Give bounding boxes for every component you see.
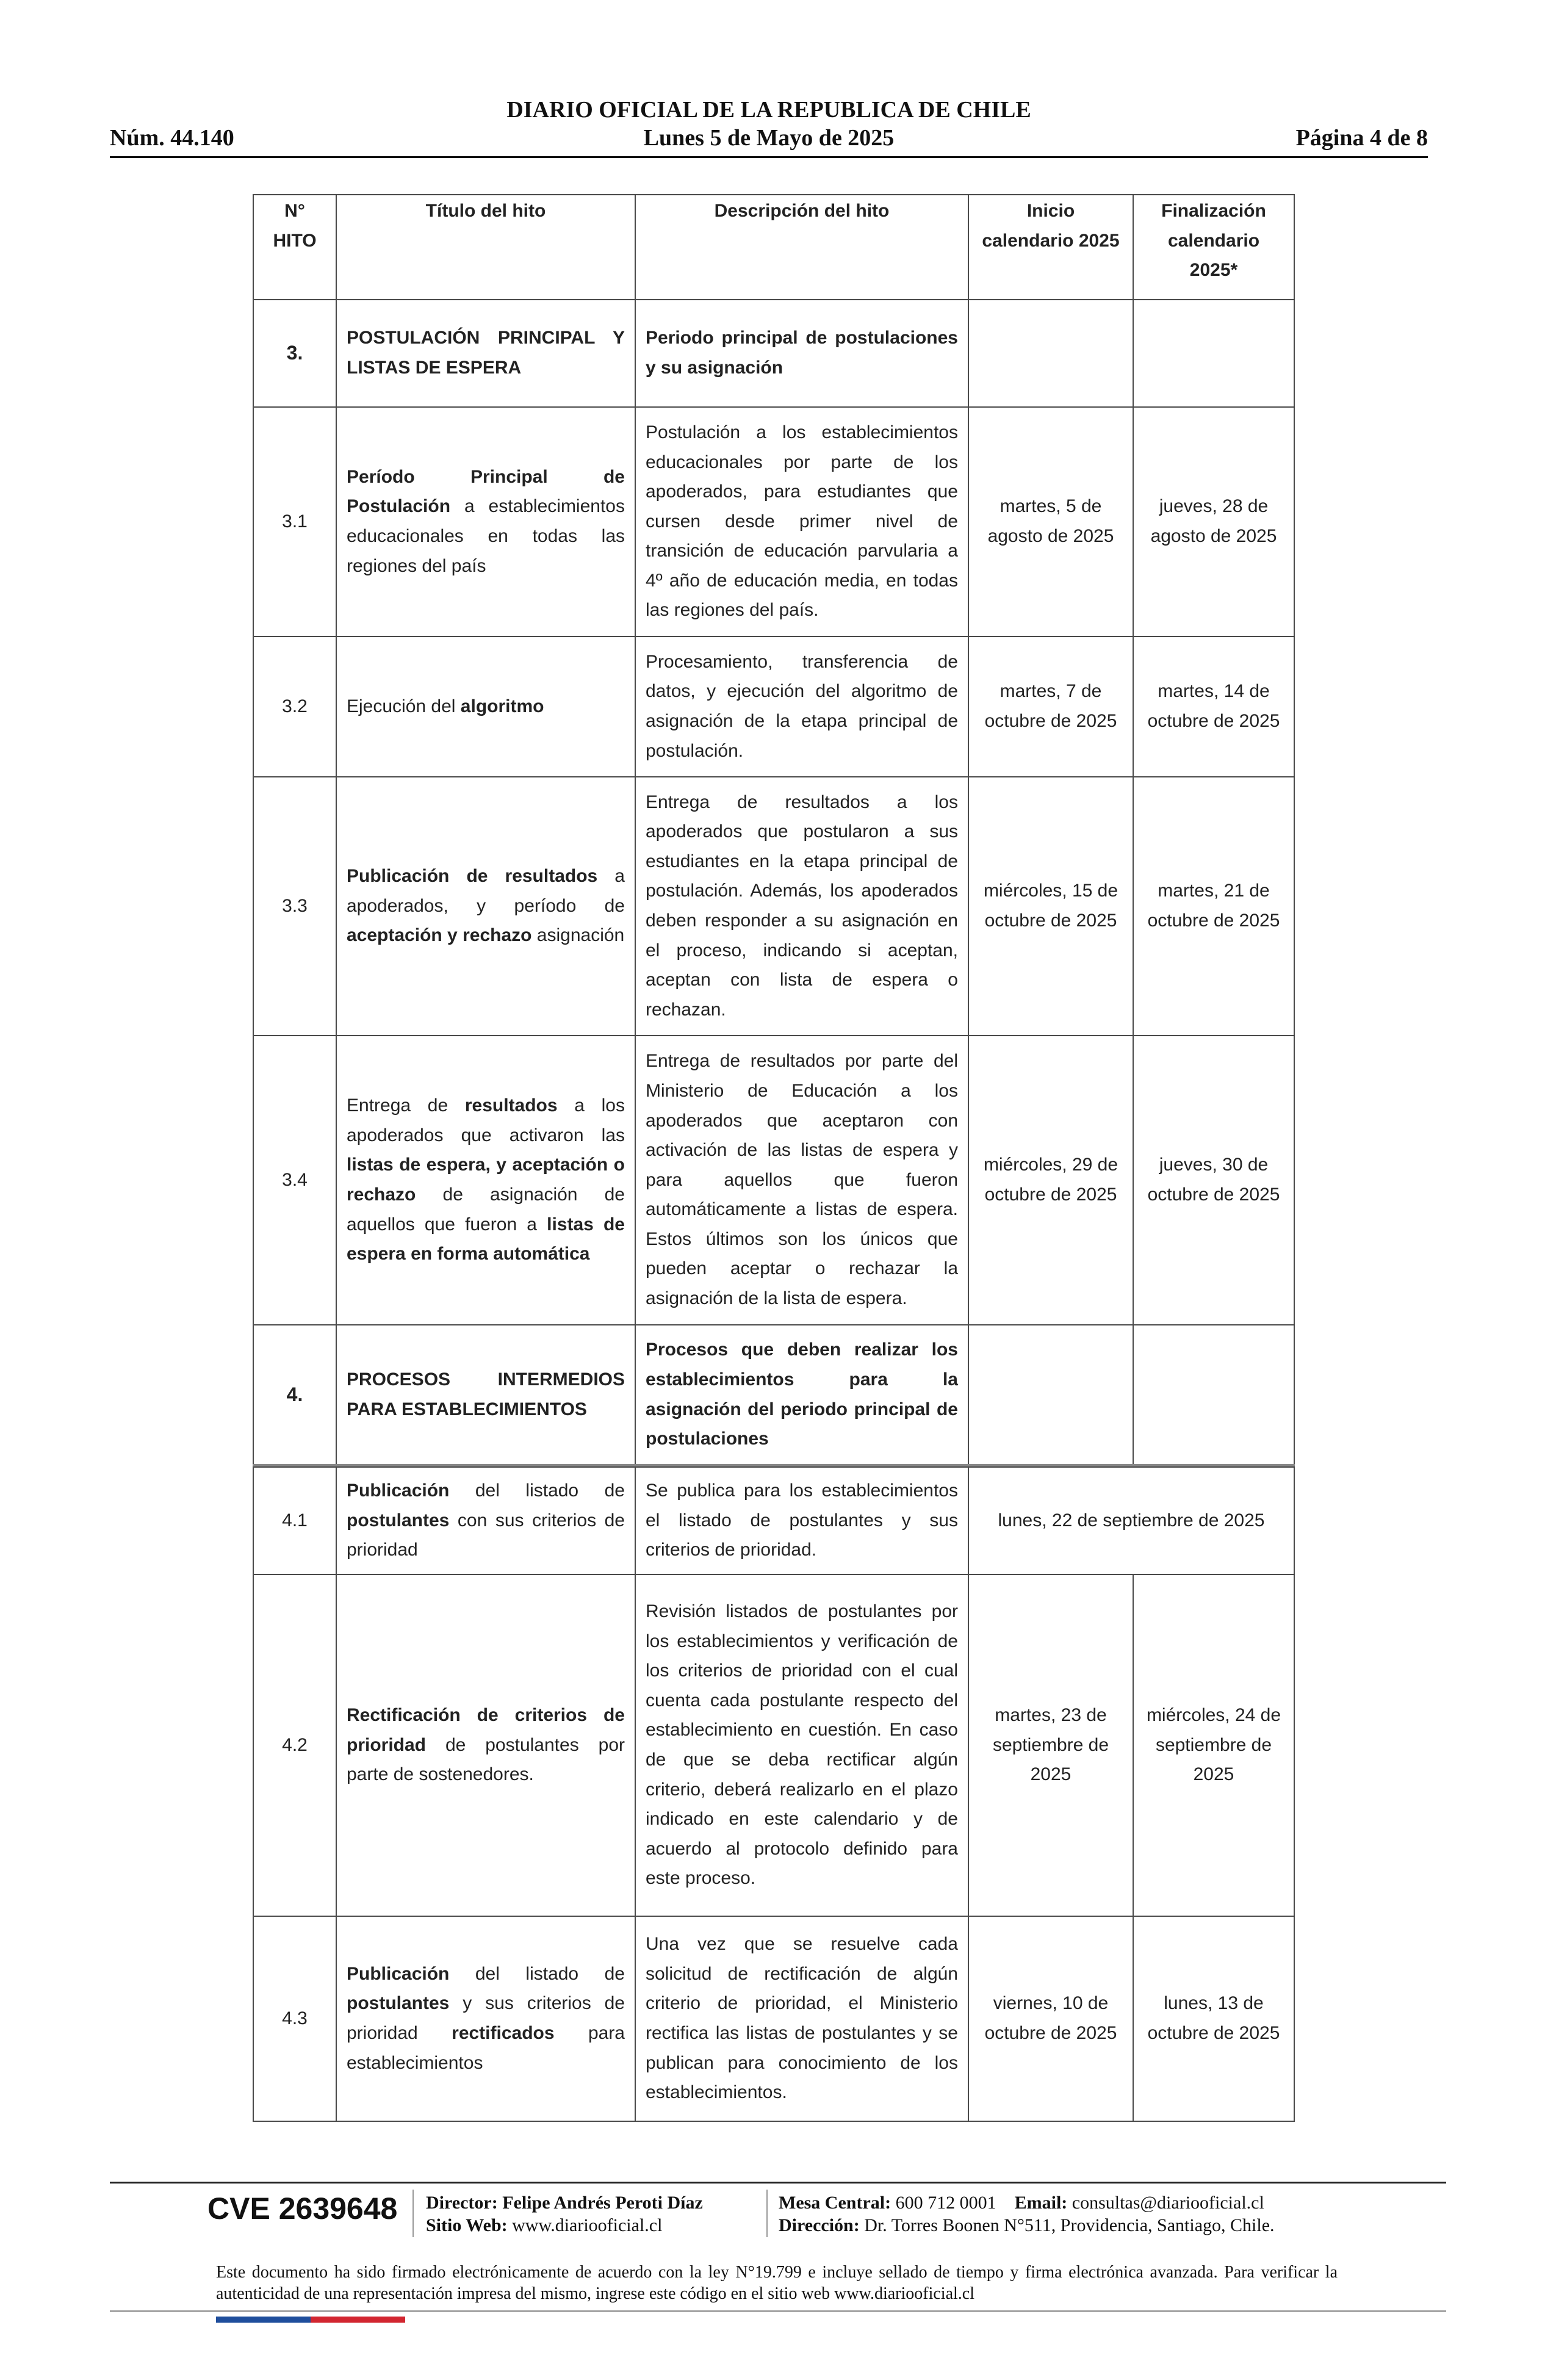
row-start bbox=[968, 1325, 1133, 1465]
publication-title: DIARIO OFICIAL DE LA REPUBLICA DE CHILE bbox=[506, 97, 1031, 123]
footer-director-block bbox=[426, 2192, 703, 2237]
row-start: miércoles, 15 de octubre de 2025 bbox=[968, 777, 1133, 1036]
milestones-table bbox=[253, 194, 1295, 2122]
row-num: 3.2 bbox=[253, 636, 336, 777]
row-title bbox=[336, 1467, 635, 1574]
footer-contact-block bbox=[779, 2192, 1275, 2237]
title-text: a los apoderados que activaron las bbox=[347, 1095, 625, 1145]
row-start: martes, 23 de septiembre de 2025 bbox=[968, 1574, 1133, 1916]
row-end: miércoles, 24 de septiembre de 2025 bbox=[1133, 1574, 1294, 1916]
table-row bbox=[253, 1574, 1294, 1916]
row-description: Procesos que deben realizar los establecimientos para la asignación del periodo principal de postulaciones bbox=[635, 1325, 968, 1465]
title-bold: Publicación bbox=[347, 1480, 450, 1501]
row-date-merged: lunes, 22 de septiembre de 2025 bbox=[968, 1467, 1294, 1574]
row-end: jueves, 30 de octubre de 2025 bbox=[1133, 1036, 1294, 1325]
row-start bbox=[968, 300, 1133, 407]
flag-blue-segment bbox=[216, 2317, 311, 2323]
footer-bottom-divider bbox=[110, 2310, 1446, 2312]
table-row bbox=[253, 636, 1294, 777]
row-end bbox=[1133, 300, 1294, 407]
title-text: del listado de bbox=[449, 1963, 625, 1984]
row-num: 4.2 bbox=[253, 1574, 336, 1916]
row-description: Postulación a los establecimientos educacionales por parte de los apoderados, para estudiantes que cursen desde primer nivel de transición de educación parvularia a 4º año de educación media, en todas las regiones del país. bbox=[635, 407, 968, 636]
row-end: jueves, 28 de agosto de 2025 bbox=[1133, 407, 1294, 636]
director-label: Director: bbox=[426, 2193, 498, 2213]
flag-red-segment bbox=[311, 2317, 405, 2323]
row-title bbox=[336, 636, 635, 777]
header-title: Título del hito bbox=[336, 195, 635, 300]
issue-date: Lunes 5 de Mayo de 2025 bbox=[643, 125, 895, 151]
address-text: Dr. Torres Boonen N°511, Providencia, Santiago, Chile. bbox=[864, 2215, 1275, 2235]
row-description: Entrega de resultados por parte del Ministerio de Educación a los apoderados que aceptaron con activación de las listas de espera y para aquellos que fueron automáticamente a listas de espera. Estos últimos son los únicos que pueden aceptar o rechazar la asignación de la lista de espera. bbox=[635, 1036, 968, 1325]
title-text: y sus criterios de prioridad bbox=[347, 1993, 625, 2043]
page-number: Página 4 de 8 bbox=[1295, 125, 1428, 151]
row-description: Una vez que se resuelve cada solicitud de rectificación de algún criterio de prioridad, el Ministerio rectifica las listas de postulantes y se publican para conocimiento de los establecimientos. bbox=[635, 1916, 968, 2121]
row-description: Procesamiento, transferencia de datos, y ejecución del algoritmo de asignación de la etapa principal de postulación. bbox=[635, 636, 968, 777]
header-num: N° HITO bbox=[253, 195, 336, 300]
issue-number: Núm. 44.140 bbox=[110, 125, 234, 151]
table-row bbox=[253, 407, 1294, 636]
row-start: viernes, 10 de octubre de 2025 bbox=[968, 1916, 1133, 2121]
title-text: de asignación de aquellos que fueron a bbox=[347, 1185, 625, 1235]
row-num: 4. bbox=[253, 1325, 336, 1465]
flag-stripe bbox=[216, 2317, 405, 2323]
title-text: a apoderados, y período de bbox=[347, 866, 625, 916]
email-label: Email: bbox=[1014, 2193, 1068, 2213]
header-description: Descripción del hito bbox=[635, 195, 968, 300]
row-num: 4.3 bbox=[253, 1916, 336, 2121]
mesa-phone: 600 712 0001 bbox=[895, 2193, 996, 2213]
row-title bbox=[336, 777, 635, 1036]
row-end bbox=[1133, 1325, 1294, 1465]
row-title bbox=[336, 1916, 635, 2121]
row-description: Revisión listados de postulantes por los establecimientos y verificación de los criterios de prioridad con el cual cuenta cada postulante respecto del establecimiento en cuestión. En caso de que se deba rectificar algún criterio, deberá realizarlo en el plazo indicado en este calendario y de acuerdo al protocolo definido para este proceso. bbox=[635, 1574, 968, 1916]
title-bold: postulantes bbox=[347, 1510, 450, 1531]
table-row bbox=[253, 300, 1294, 407]
row-start: martes, 5 de agosto de 2025 bbox=[968, 407, 1133, 636]
table-row bbox=[253, 1467, 1294, 1574]
row-description: Periodo principal de postulaciones y su asignación bbox=[635, 300, 968, 407]
title-bold: resultados bbox=[464, 1095, 558, 1116]
row-end: lunes, 13 de octubre de 2025 bbox=[1133, 1916, 1294, 2121]
director-name: Felipe Andrés Peroti Díaz bbox=[502, 2193, 703, 2213]
table-row bbox=[253, 1325, 1294, 1465]
cve-code: CVE 2639648 bbox=[207, 2191, 398, 2226]
row-end: martes, 14 de octubre de 2025 bbox=[1133, 636, 1294, 777]
title-text: del listado de bbox=[449, 1480, 625, 1501]
header-divider bbox=[110, 156, 1428, 158]
row-num: 3.3 bbox=[253, 777, 336, 1036]
table-row bbox=[253, 777, 1294, 1036]
title-bold: rectificados bbox=[452, 2023, 555, 2043]
row-num: 4.1 bbox=[253, 1467, 336, 1574]
title-text: a establecimientos educacionales en todas las regiones del país bbox=[347, 496, 625, 576]
row-num: 3.1 bbox=[253, 407, 336, 636]
row-end: martes, 21 de octubre de 2025 bbox=[1133, 777, 1294, 1036]
title-bold: Publicación bbox=[347, 1963, 450, 1984]
row-description: Entrega de resultados a los apoderados que postularon a sus estudiantes en la etapa principal de postulación. Además, los apoderados deben responder a su asignación en el proceso, indicando si aceptan, aceptan con lista de espera o rechazan. bbox=[635, 777, 968, 1036]
title-bold: listas de espera en forma automática bbox=[347, 1214, 625, 1264]
title-text: Entrega de bbox=[347, 1095, 465, 1116]
title-text: para establecimientos bbox=[347, 2023, 625, 2073]
title-bold: algoritmo bbox=[460, 696, 544, 716]
table-header-row bbox=[253, 195, 1294, 300]
site-label: Sitio Web: bbox=[426, 2215, 508, 2235]
table-row bbox=[253, 1036, 1294, 1325]
footer-separator bbox=[412, 2190, 414, 2237]
row-num: 3. bbox=[253, 300, 336, 407]
header-end: Finalización calendario 2025* bbox=[1133, 195, 1294, 300]
row-start: martes, 7 de octubre de 2025 bbox=[968, 636, 1133, 777]
title-text: de postulantes por parte de sostenedores. bbox=[347, 1734, 625, 1785]
table-row bbox=[253, 1916, 1294, 2121]
title-bold: aceptación y rechazo bbox=[347, 925, 532, 946]
site-link[interactable]: www.diariooficial.cl bbox=[512, 2215, 663, 2235]
email-link[interactable]: consultas@diariooficial.cl bbox=[1072, 2193, 1264, 2213]
row-start: miércoles, 29 de octubre de 2025 bbox=[968, 1036, 1133, 1325]
header-start: Inicio calendario 2025 bbox=[968, 195, 1133, 300]
row-title bbox=[336, 407, 635, 636]
mesa-label: Mesa Central: bbox=[779, 2193, 891, 2213]
title-bold: postulantes bbox=[347, 1993, 450, 2014]
title-bold: Rectificación de criterios de prioridad bbox=[347, 1705, 625, 1755]
title-bold: Publicación de resultados bbox=[347, 866, 598, 887]
row-title: POSTULACIÓN PRINCIPAL Y LISTAS DE ESPERA bbox=[336, 300, 635, 407]
footer-divider bbox=[110, 2182, 1446, 2183]
address-label: Dirección: bbox=[779, 2215, 860, 2235]
row-title bbox=[336, 1574, 635, 1916]
page-header bbox=[110, 90, 1428, 157]
row-description: Se publica para los establecimientos el listado de postulantes y sus criterios de prioridad. bbox=[635, 1467, 968, 1574]
title-text: asignación bbox=[531, 925, 625, 946]
title-text: con sus criterios de prioridad bbox=[347, 1510, 625, 1560]
title-bold: listas de espera, y aceptación o rechazo bbox=[347, 1155, 625, 1205]
row-title: PROCESOS INTERMEDIOS PARA ESTABLECIMIENTOS bbox=[336, 1325, 635, 1465]
footer-separator bbox=[766, 2190, 768, 2237]
legal-notice: Este documento ha sido firmado electrónicamente de acuerdo con la ley N°19.799 e incluye sellado de tiempo y firma electrónica avanzada. Para verificar la autenticidad de una representación impresa del mismo, ingrese este código en el sitio web www.diariooficial.cl bbox=[216, 2263, 1338, 2303]
row-title bbox=[336, 1036, 635, 1325]
title-bold: Período Principal de Postulación bbox=[347, 466, 625, 517]
title-text: Ejecución del bbox=[347, 696, 461, 716]
row-num: 3.4 bbox=[253, 1036, 336, 1325]
